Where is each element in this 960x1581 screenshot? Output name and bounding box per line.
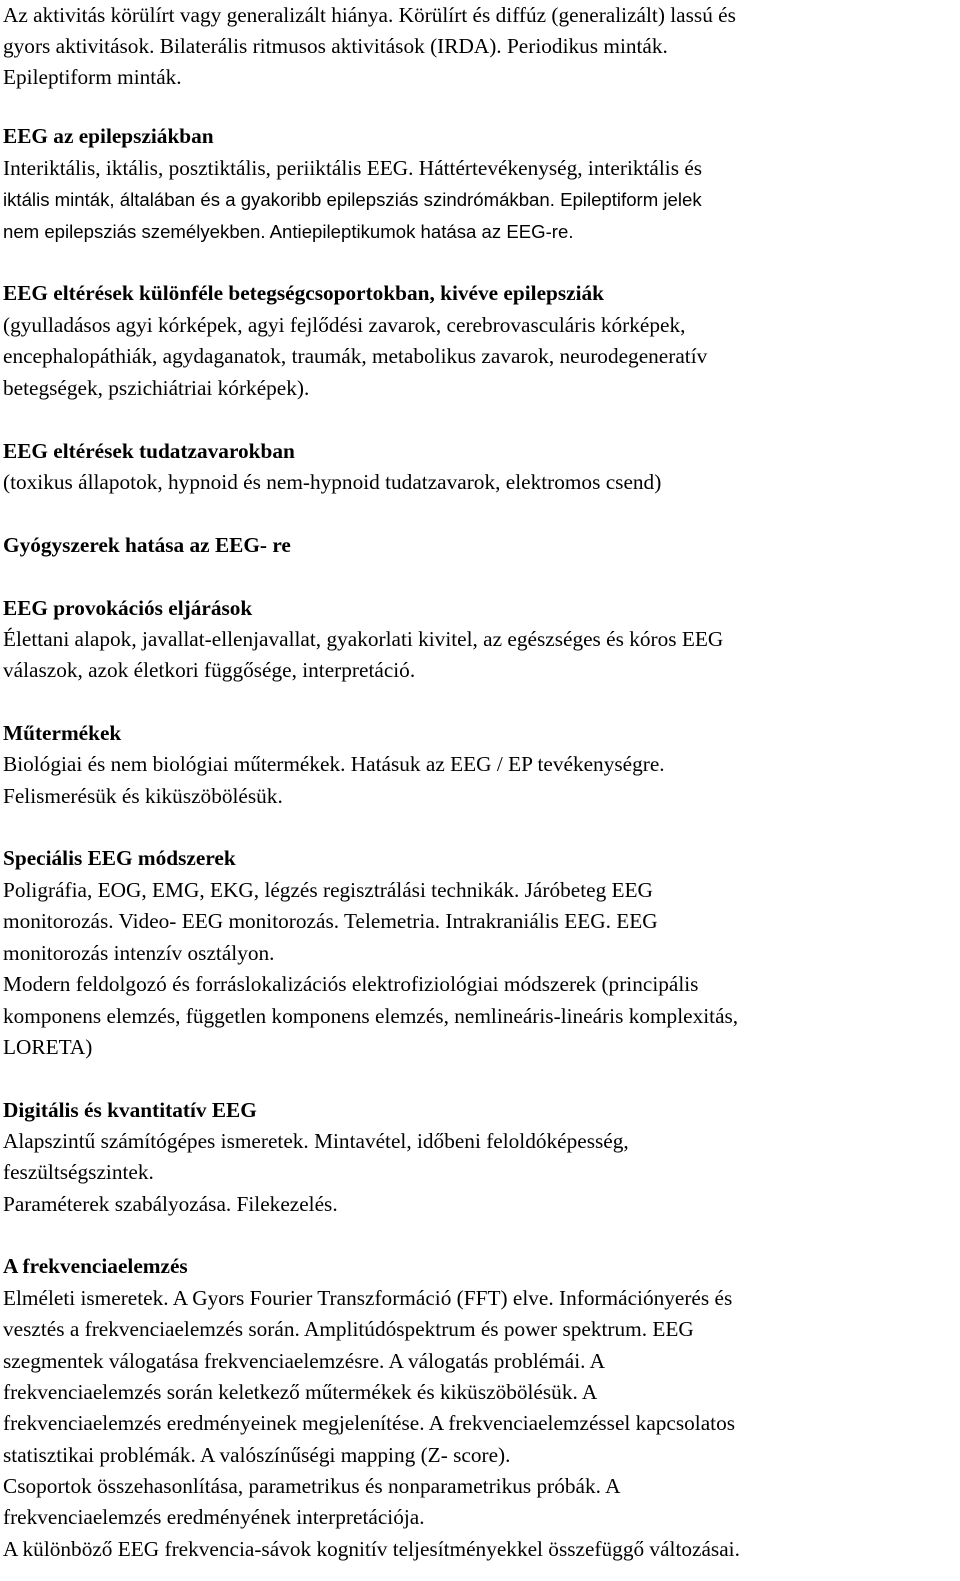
text-line: frekvenciaelemzés eredményének interpretációja. — [3, 1505, 425, 1529]
text-line: Felismerésük és kiküszöbölésük. — [3, 784, 283, 808]
text-line: feszültségszintek. — [3, 1160, 154, 1184]
text-line: komponens elemzés, független komponens elemzés, nemlineáris-lineáris komplexitás, — [3, 1004, 739, 1028]
text-line: Az aktivitás körülírt vagy generalizált hiánya. Körülírt és diffúz (generalizált) lassú és — [3, 3, 736, 27]
text-line: Epileptiform minták. — [3, 65, 182, 89]
section-heading: A frekvenciaelemzés — [3, 1254, 188, 1278]
text-line: Élettani alapok, javallat-ellenjavallat, gyakorlati kivitel, az egészséges és kóros EEG — [3, 627, 724, 651]
section-heading: Digitális és kvantitatív EEG — [3, 1098, 257, 1122]
text-line: iktális minták, általában és a gyakoribb epilepsziás szindrómákban. Epileptiform jelek — [3, 189, 702, 210]
section-heading: Gyógyszerek hatása az EEG- re — [3, 533, 291, 557]
text-line: Interiktális, iktális, posztiktális, periiktális EEG. Háttértevékenység, interiktális és — [3, 156, 703, 180]
text-line: válaszok, azok életkori függősége, interpretáció. — [3, 658, 416, 682]
text-line: betegségek, pszichiátriai kórképek). — [3, 376, 310, 400]
text-line: szegmentek válogatása frekvenciaelemzésre. A válogatás problémái. A — [3, 1349, 605, 1373]
text-line: (toxikus állapotok, hypnoid és nem-hypnoid tudatzavarok, elektromos csend) — [3, 470, 662, 494]
text-line: Poligráfia, EOG, EMG, EKG, légzés regisztrálási technikák. Járóbeteg EEG — [3, 878, 653, 902]
text-line: statisztikai problémák. A valószínűségi mapping (Z- score). — [3, 1443, 511, 1467]
text-line: monitorozás. Video- EEG monitorozás. Telemetria. Intrakraniális EEG. EEG — [3, 909, 658, 933]
text-line: Biológiai és nem biológiai műtermékek. Hatásuk az EEG / EP tevékenységre. — [3, 752, 665, 776]
section-heading: EEG provokációs eljárások — [3, 596, 253, 620]
text-line: (gyulladásos agyi kórképek, agyi fejlődési zavarok, cerebrovasculáris kórképek, — [3, 313, 686, 337]
text-line: nem epilepsziás személyekben. Antiepileptikumok hatása az EEG-re. — [3, 221, 574, 242]
text-line: Elméleti ismeretek. A Gyors Fourier Transzformáció (FFT) elve. Információnyerés és — [3, 1286, 733, 1310]
text-line: LORETA) — [3, 1035, 93, 1059]
section-heading: EEG eltérések tudatzavarokban — [3, 439, 295, 463]
text-line: frekvenciaelemzés eredményeinek megjelenítése. A frekvenciaelemzéssel kapcsolatos — [3, 1411, 736, 1435]
text-line: Modern feldolgozó és forráslokalizációs elektrofiziológiai módszerek (principális — [3, 972, 699, 996]
text-line: monitorozás intenzív osztályon. — [3, 941, 275, 965]
text-line: vesztés a frekvenciaelemzés során. Amplitúdóspektrum és power spektrum. EEG — [3, 1317, 694, 1341]
section-heading: EEG az epilepsziákban — [3, 124, 214, 148]
section-heading: EEG eltérések különféle betegségcsoportokban, kivéve epilepsziák — [3, 281, 605, 305]
text-line: Alapszintű számítógépes ismeretek. Mintavétel, időbeni feloldóképesség, — [3, 1129, 629, 1153]
section-heading: Speciális EEG módszerek — [3, 846, 236, 870]
text-line: encephalopáthiák, agydaganatok, traumák, metabolikus zavarok, neurodegeneratív — [3, 344, 708, 368]
section-heading: Műtermékek — [3, 721, 122, 745]
text-line: gyors aktivitások. Bilaterális ritmusos aktivitások (IRDA). Periodikus minták. — [3, 34, 668, 58]
text-line: A különböző EEG frekvencia-sávok kognitív teljesítményekkel összefüggő változásai. — [3, 1537, 740, 1561]
text-line: Paraméterek szabályozása. Filekezelés. — [3, 1192, 338, 1216]
text-line: Csoportok összehasonlítása, parametrikus és nonparametrikus próbák. A — [3, 1474, 621, 1498]
text-line: frekvenciaelemzés során keletkező műtermékek és kiküszöbölésük. A — [3, 1380, 598, 1404]
